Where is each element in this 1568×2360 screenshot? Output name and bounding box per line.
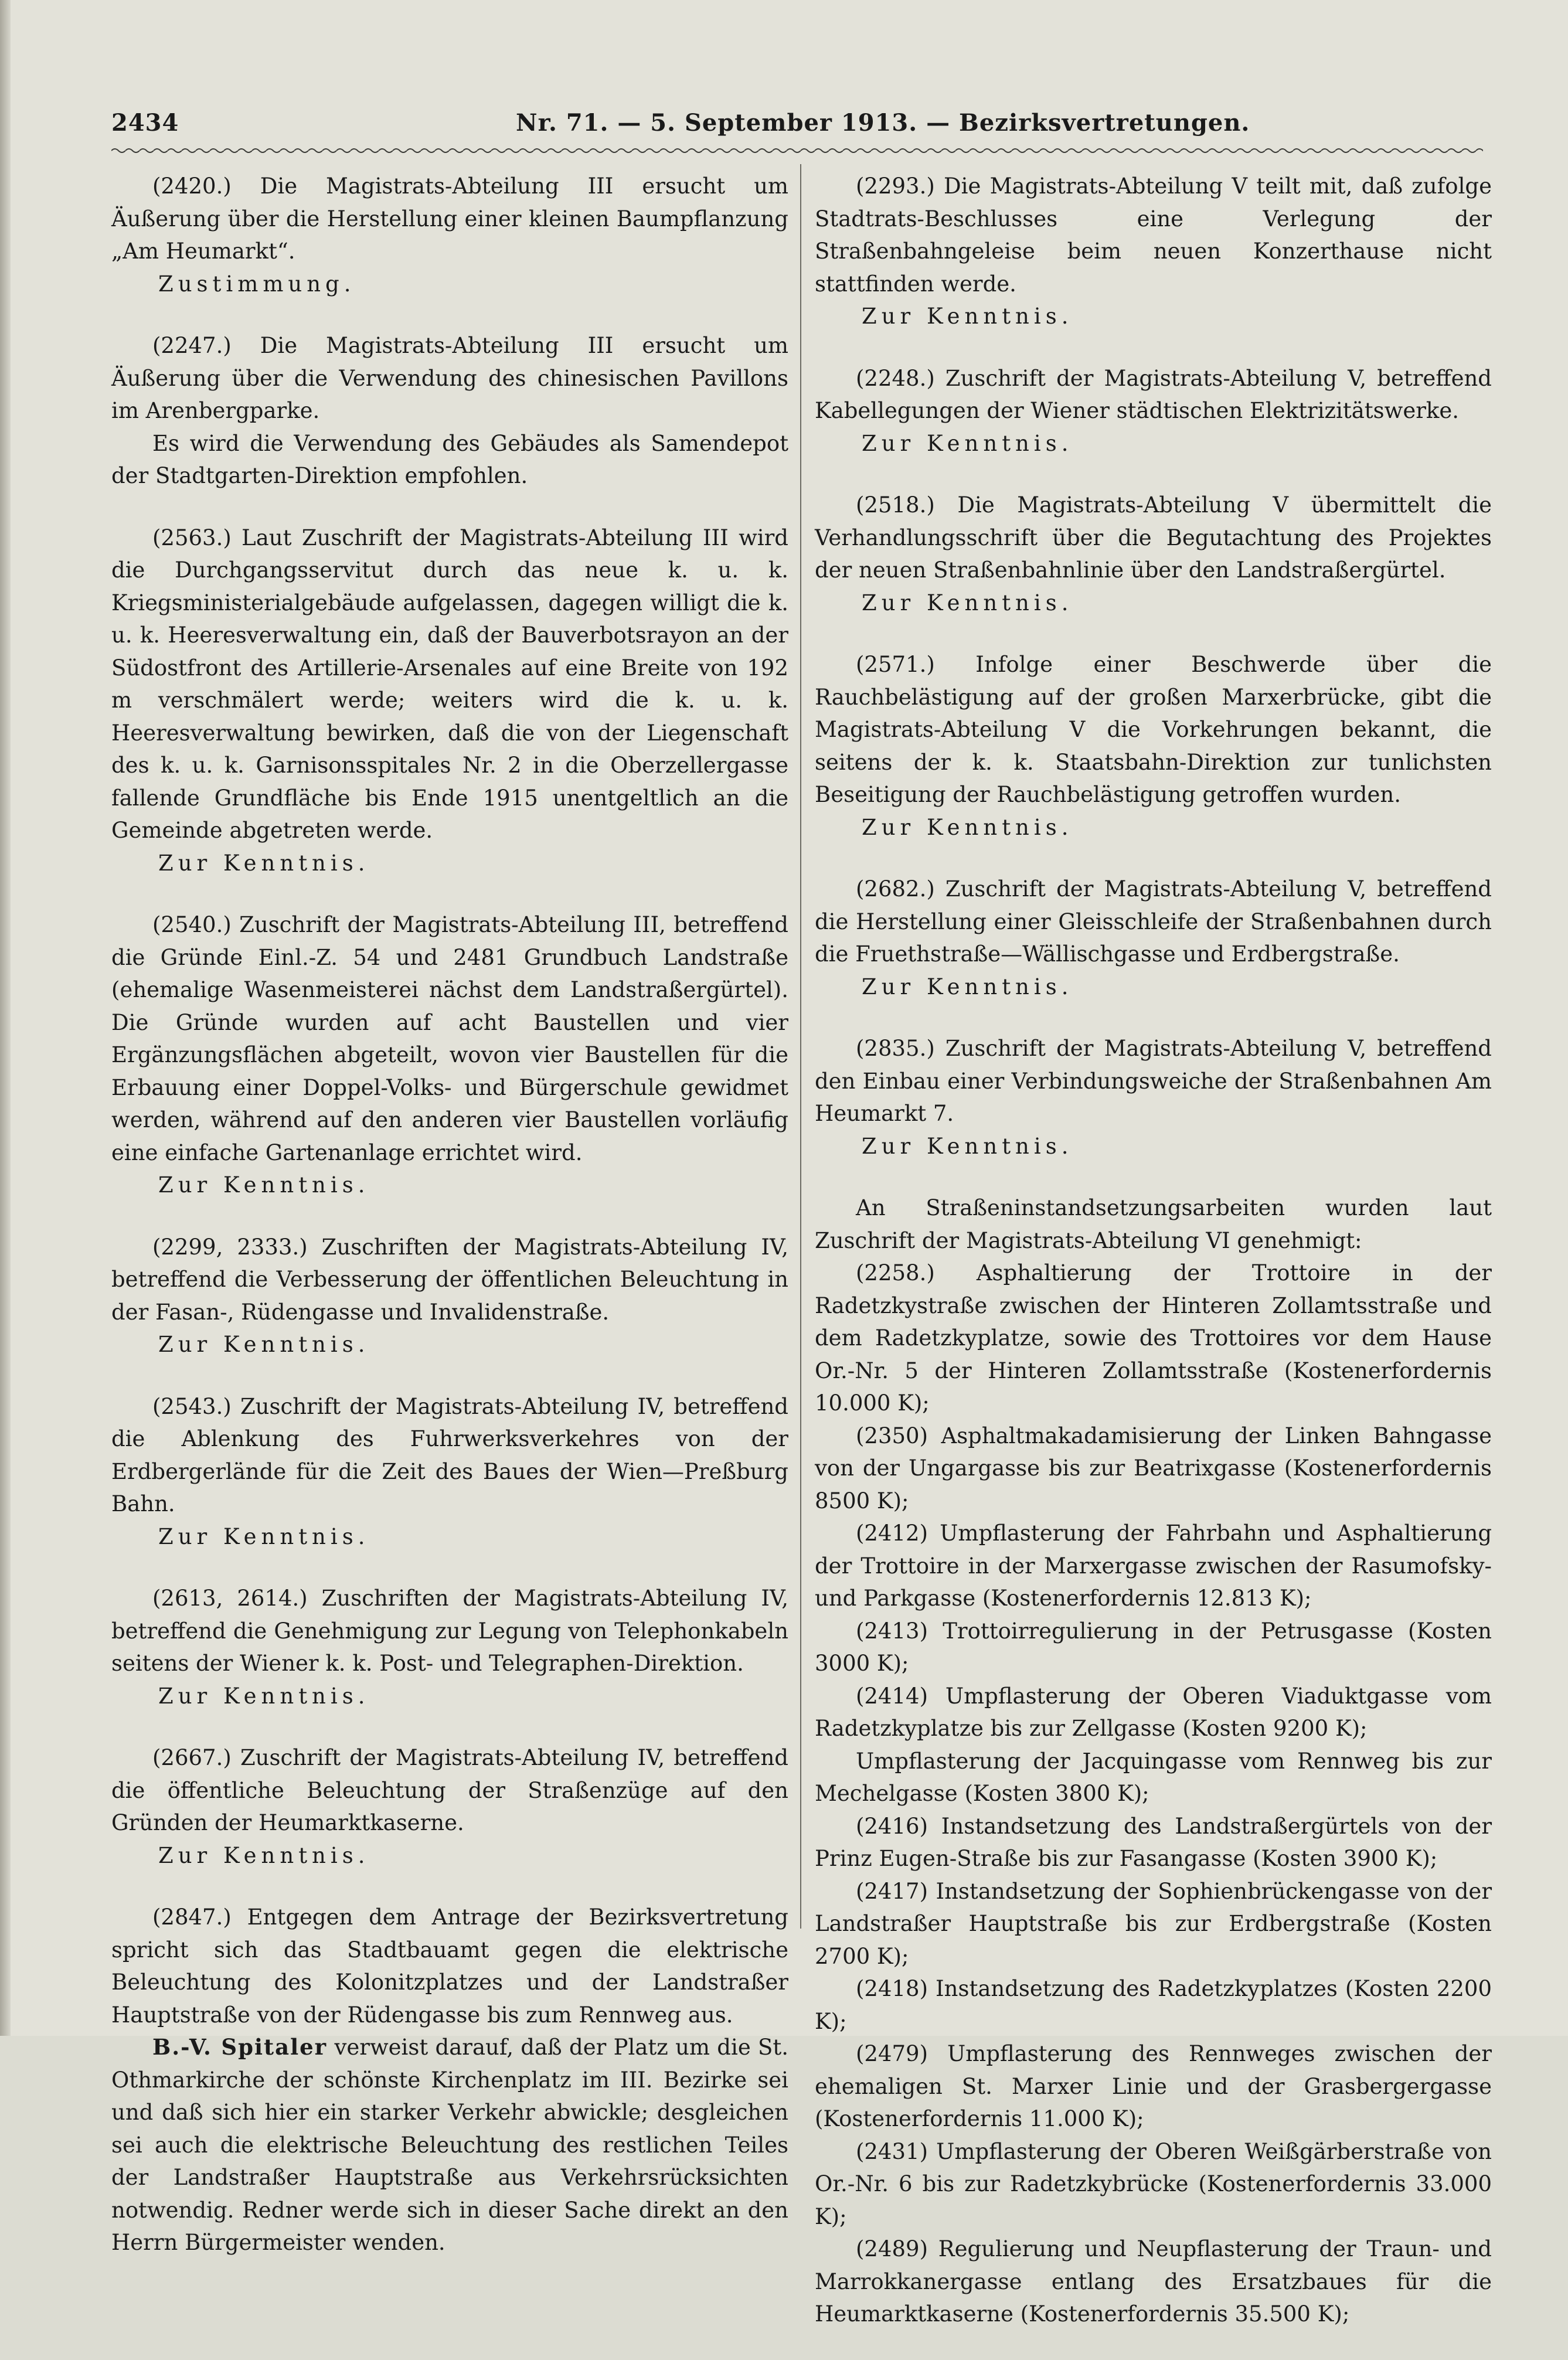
left-column xyxy=(111,170,788,2288)
entry-text: (2835.) Zuschrift der Magistrats-Abteilung V, betreffend den Einbau einer Verbindungsweiche der Straßenbahnen Am Heumarkt 7. xyxy=(815,1036,1492,1126)
entry-decision: Zur Kenntnis. xyxy=(862,430,1073,456)
entry-decision: Zur Kenntnis. xyxy=(158,1332,370,1357)
entry-decision: Zur Kenntnis. xyxy=(862,590,1073,615)
entry-decision: Zur Kenntnis. xyxy=(862,974,1073,999)
list-item: (2350) Asphaltmakadamisierung der Linken Bahngasse von der Ungargasse bis zur Beatrixgasse (Kostenerfordernis 8500 K); xyxy=(815,1423,1492,1514)
entry-decision: Zur Kenntnis. xyxy=(158,850,370,876)
entry-decision: Zur Kenntnis. xyxy=(158,1683,370,1709)
list-item: (2412) Umpflasterung der Fahrbahn und Asphaltierung der Trottoire in der Marxergasse zwischen der Rasumofsky- und Parkgasse (Kostenerfordernis 12.813 K); xyxy=(815,1521,1492,1611)
wavy-rule xyxy=(111,147,1483,155)
entry-decision: Zur Kenntnis. xyxy=(158,1172,370,1198)
entry-decision: Zur Kenntnis. xyxy=(862,304,1073,329)
entry-text: (2543.) Zuschrift der Magistrats-Abteilung IV, betreffend die Ablenkung des Fuhrwerksverkehres von der Erdbergerlände für die Zeit des Baues der Wien—Preßburg Bahn. xyxy=(111,1393,788,1516)
list-item: (2416) Instandsetzung des Landstraßergürtels von der Prinz Eugen-Straße bis zur Fasangasse (Kosten 3900 K); xyxy=(815,1813,1492,1871)
entry-text: (2540.) Zuschrift der Magistrats-Abteilung III, betreffend die Gründe Einl.-Z. 54 und 2481 Grundbuch Landstraße (ehemalige Wasenmeisterei nächst dem Landstraßergürtel). Die Gründe wurden auf acht Baustellen und vier Ergänzungsflächen abgeteilt, wovon vier Baustellen für die Erbauung einer Doppel-Volks- und Bürgerschule gewidmet werden, während auf den anderen vier Baustellen vorläufig eine einfache Gartenanlage errichtet wird. xyxy=(111,912,788,1165)
entry-decision: Zur Kenntnis. xyxy=(862,814,1073,840)
speaker-text: verweist darauf, daß der Platz um die St. Othmarkirche der schönste Kirchenplatz im III. Bezirke sei und daß sich hier ein starker Verkehr abwickle; desgleichen sei auch die elektrische Beleuchtung des restlichen Teiles der Landstraßer Hauptstraße aus Verkehrsrücksichten notwendig. Redner werde sich in dieser Sache direkt an den Herrn Bürgermeister wenden. xyxy=(111,2035,788,2255)
entry-text: (2420.) Die Magistrats-Abteilung III ersucht um Äußerung über die Herstellung einer kleinen Baumpflanzung „Am Heumarkt“. xyxy=(111,174,788,264)
entry-2847 xyxy=(111,1901,788,2259)
speaker-paragraph xyxy=(111,2031,788,2259)
list-item: (2258.) Asphaltierung der Trottoire in der Radetzkystraße zwischen der Hinteren Zollamtsstraße und dem Radetzkyplatze, sowie des Trottoires vor dem Hause Or.-Nr. 5 der Hinteren Zollamtsstraße (Kostenerfordernis 10.000 K); xyxy=(815,1260,1492,1416)
entry-decision: Zur Kenntnis. xyxy=(862,1133,1073,1159)
entry-2613-2614 xyxy=(111,1582,788,1712)
entry-text: (2293.) Die Magistrats-Abteilung V teilt mit, daß zufolge Stadtrats-Beschlusses eine Verlegung der Straßenbahngeleise beim neuen Konzerthause nicht stattfinden werde. xyxy=(815,174,1492,297)
entry-2293 xyxy=(815,170,1492,333)
list-item: (2489) Regulierung und Neupflasterung der Traun- und Marrokkanergasse entlang des Ersatzbaues für die Heumarktkaserne (Kostenerfordernis 35.500 K); xyxy=(815,2236,1492,2327)
entry-2299-2333 xyxy=(111,1231,788,1361)
entry-2682 xyxy=(815,873,1492,1003)
page-spine xyxy=(0,0,11,2036)
list-item: Umpflasterung der Jacquingasse vom Rennweg bis zur Mechelgasse (Kosten 3800 K); xyxy=(815,1748,1492,1806)
list-item: (2431) Umpflasterung der Oberen Weißgärberstraße von Or.-Nr. 6 bis zur Radetzkybrücke (Kostenerfordernis 33.000 K); xyxy=(815,2138,1492,2229)
entry-text: (2613, 2614.) Zuschriften der Magistrats-Abteilung IV, betreffend die Genehmigung zur Legung von Telephonkabeln seitens der Wiener k. k. Post- und Telegraphen-Direktion. xyxy=(111,1586,788,1676)
entry-text: (2682.) Zuschrift der Magistrats-Abteilung V, betreffend die Herstellung einer Gleisschleife der Straßenbahnen durch die Fruethstraße—Wällischgasse und Erdbergstraße. xyxy=(815,876,1492,967)
list-item: (2413) Trottoirregulierung in der Petrusgasse (Kosten 3000 K); xyxy=(815,1618,1492,1676)
entry-text: (2563.) Laut Zuschrift der Magistrats-Abteilung III wird die Durchgangsservitut durch das neue k. u. k. Kriegsministerialgebäude aufgelassen, dagegen willigt die k. u. k. Heeresverwaltung ein, daß der Bauverbotsrayon an der Südostfront des Artillerie-Arsenales auf eine Breite von 192 m verschmälert werde; weiters wird die k. u. k. Heeresverwaltung bewirken, daß die von der Liegenschaft des k. u. k. Garnisonsspitales Nr. 2 in die Oberzellergasse fallende Grundfläche bis Ende 1915 unentgeltlich an die Gemeinde abgetreten werde. xyxy=(111,525,788,843)
entry-text: (2571.) Infolge einer Beschwerde über die Rauchbelästigung auf der großen Marxerbrücke, gibt die Magistrats-Abteilung V die Vorkehrungen bekannt, die seitens der k. k. Staatsbahn-Direktion zur tunlichsten Beseitigung der Rauchbelästigung getroffen wurden. xyxy=(815,652,1492,807)
entry-text: (2299, 2333.) Zuschriften der Magistrats-Abteilung IV, betreffend die Verbesserung der öffentlichen Beleuchtung in der Fasan-, Rüdengasse und Invalidenstraße. xyxy=(111,1234,788,1325)
list-item: (2479) Umpflasterung des Rennweges zwischen der ehemaligen St. Marxer Linie und der Grasbergergasse (Kostenerfordernis 11.000 K); xyxy=(815,2041,1492,2131)
entry-text: (2518.) Die Magistrats-Abteilung V übermittelt die Verhandlungsschrift über die Begutachtung des Projektes der neuen Straßenbahnlinie über den Landstraßergürtel. xyxy=(815,492,1492,583)
page-number: 2434 xyxy=(111,109,179,137)
speaker-name: B.-V. Spitaler xyxy=(152,2034,328,2060)
list-item: (2417) Instandsetzung der Sophienbrückengasse von der Landstraßer Hauptstraße bis zur Erdbergstraße (Kosten 2700 K); xyxy=(815,1878,1492,1969)
list-item: (2414) Umpflasterung der Oberen Viaduktgasse vom Radetzkyplatze bis zur Zellgasse (Kosten 9200 K); xyxy=(815,1683,1492,1741)
entry-text: (2847.) Entgegen dem Antrage der Bezirksvertretung spricht sich das Stadtbauamt gegen die elektrische Beleuchtung des Kolonitzplatzes und der Landstraßer Hauptstraße von der Rüdengasse bis zum Rennweg aus. xyxy=(111,1905,788,2028)
entry-text-continued: Es wird die Verwendung des Gebäudes als Samendepot der Stadtgarten-Direktion empfohlen. xyxy=(111,430,788,488)
running-head: Nr. 71. — 5. September 1913. — Bezirksvertretungen. xyxy=(516,109,1250,137)
entry-2835 xyxy=(815,1032,1492,1162)
entry-2543 xyxy=(111,1390,788,1553)
entry-2518 xyxy=(815,489,1492,619)
entry-2540 xyxy=(111,909,788,1202)
list-item: (2418) Instandsetzung des Radetzkyplatzes (Kosten 2200 K); xyxy=(815,1976,1492,2034)
entry-text: (2667.) Zuschrift der Magistrats-Abteilung IV, betreffend die öffentliche Beleuchtung der Straßenzüge auf den Gründen der Heumarktkaserne. xyxy=(111,1745,788,1835)
entry-decision: Zur Kenntnis. xyxy=(158,1842,370,1868)
page-header xyxy=(111,100,1483,147)
entry-2247 xyxy=(111,329,788,492)
right-column xyxy=(815,170,1492,2360)
entry-decision: Zur Kenntnis. xyxy=(158,1524,370,1549)
entry-text: (2247.) Die Magistrats-Abteilung III ersucht um Äußerung über die Verwendung des chinesischen Pavillons im Arenbergparke. xyxy=(111,333,788,423)
entry-text: (2248.) Zuschrift der Magistrats-Abteilung V, betreffend Kabellegungen der Wiener städtischen Elektrizitätswerke. xyxy=(815,365,1492,423)
entry-2420 xyxy=(111,170,788,300)
column-divider xyxy=(800,164,801,1929)
street-repair-list xyxy=(815,1192,1492,2331)
entry-2667 xyxy=(111,1742,788,1872)
entry-2248 xyxy=(815,362,1492,460)
list-intro: An Straßeninstandsetzungsarbeiten wurden laut Zuschrift der Magistrats-Abteilung VI genehmigt: xyxy=(815,1195,1492,1253)
entry-2563 xyxy=(111,522,788,880)
entry-2571 xyxy=(815,648,1492,844)
entry-decision: Zustimmung. xyxy=(158,271,356,297)
